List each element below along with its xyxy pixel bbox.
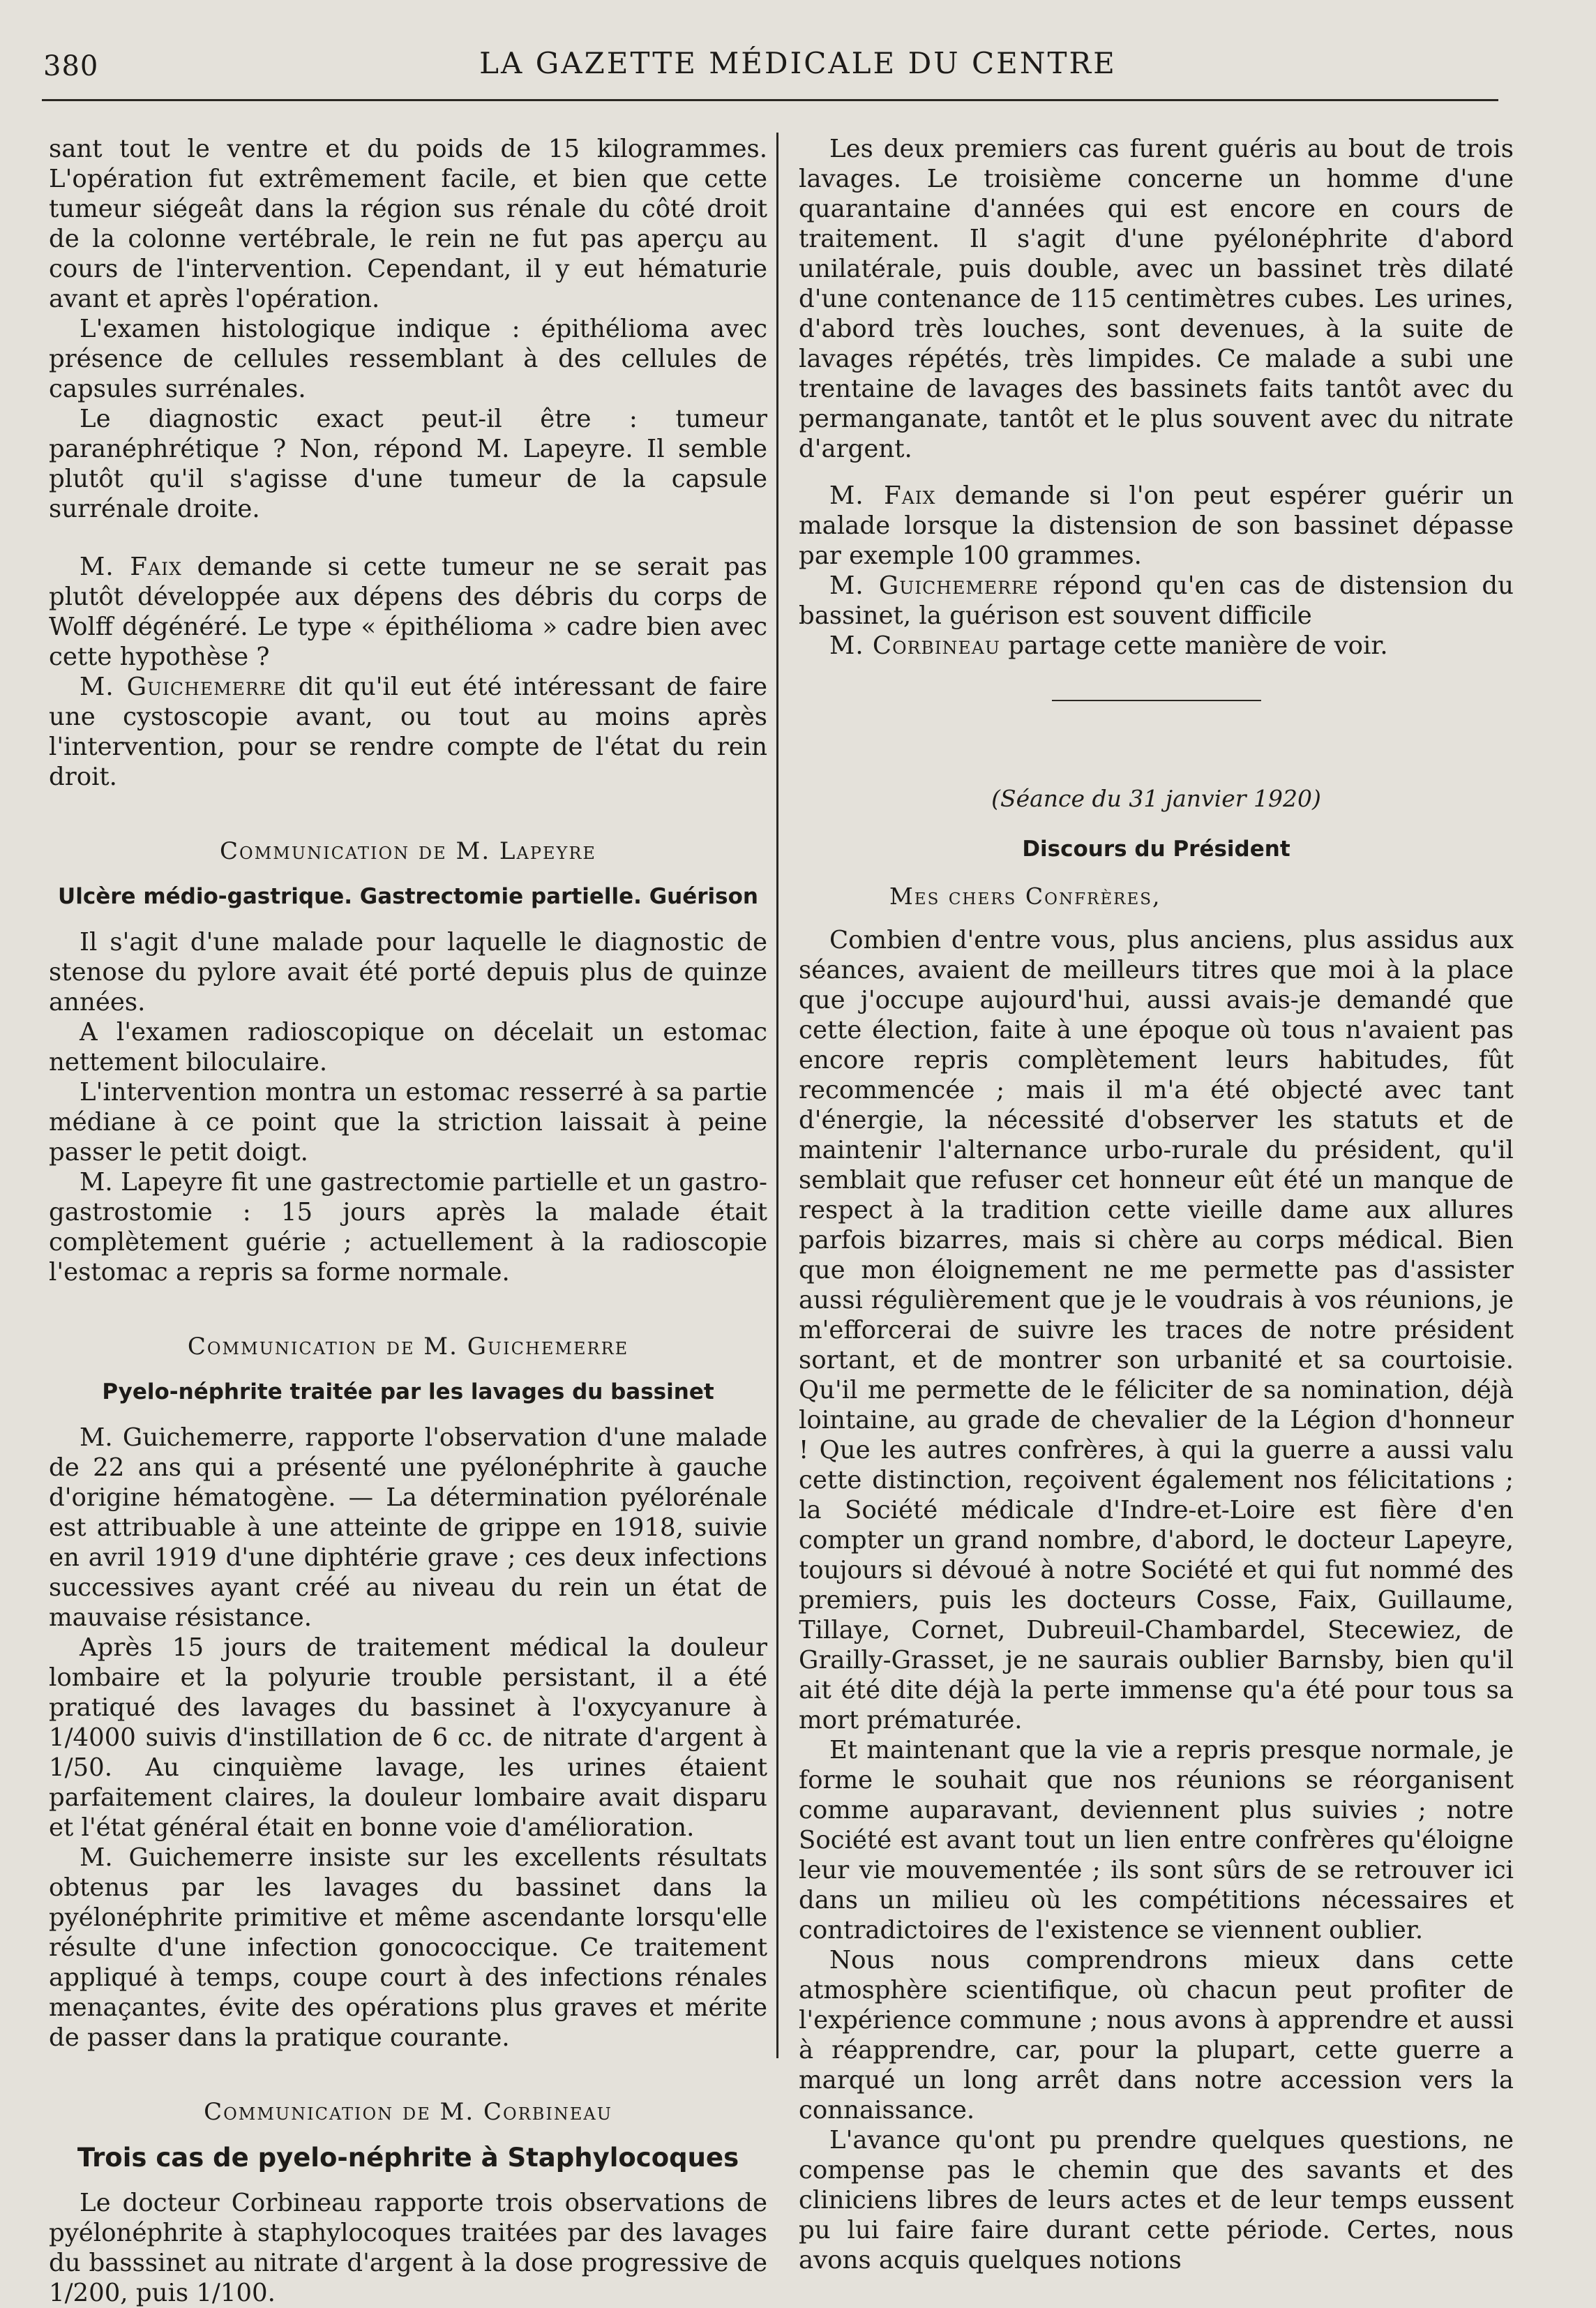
salutation: Mes chers Confrères, [889,883,1161,910]
header-rule [42,99,1498,101]
speaker-name: M. Corbineau [829,631,1000,660]
paragraph: Nous nous comprendrons mieux dans cette atmosphère scientifique, où chacun peut profiter de l'expérience commune ; nous avons à apprendre et aussi à réapprendre, car, pour la plupart, cette guerre a marqué un long arrêt dans notre accession vers la connaissance. [799,1946,1514,2125]
paragraph: L'examen histologique indique : épithélioma avec présence de cellules ressemblant à des cellules de capsules surrénales. [49,315,767,403]
paragraph: Le diagnostic exact peut-il être : tumeur paranéphrétique ? Non, répond M. Lapeyre. Il semble plutôt qu'il s'agisse d'une tumeur de la capsule surrénale droite. [49,405,767,523]
article-title: Pyelo-néphrite traitée par les lavages du bassinet [102,1379,714,1404]
paragraph: M. Guichemerre, rapporte l'observation d'une malade de 22 ans qui a présenté une pyélonéphrite à gauche d'origine hématogène. — La détermination pyélorénale est attribuable à une atteinte de grippe en 1918, suivie en avril 1919 d'une diphtérie grave ; ces deux infections successives ayant créé au niveau du rein un état de mauvaise résistance. [49,1423,767,1632]
speaker-name: M. Faix [829,481,936,510]
paragraph: Après 15 jours de traitement médical la douleur lombaire et la polyurie trouble persistant, il a été pratiqué des lavages du bassinet à l'oxycyanure à 1/4000 suivis d'instillation de 6 cc. de nitrate d'argent à 1/50. Au cinquième lavage, les urines étaient parfaitement claires, la douleur lombaire avait disparu et l'état général était en bonne voie d'amélioration. [49,1633,767,1842]
seance-date: (Séance du 31 janvier 1920) [991,785,1321,812]
paragraph [799,571,1514,631]
paragraph [799,631,1514,661]
paragraph: Combien d'entre vous, plus anciens, plus assidus aux séances, avaient de meilleurs titres que moi à la place que j'occupe aujourd'hui, aussi avais-je demandé que cette élection, faite à une époque où tous n'avaient pas encore repris complètement leurs habitudes, fût recommencée ; mais il m'a été objecté avec tant d'énergie, la nécessité d'observer les statuts et de maintenir l'alternance urbo-rurale du président, qu'il semblait que refuser cet honneur eût été un manque de respect à la tradition cette vieille dame aux allures parfois bizarres, mais si chère au corps médical. Bien que mon éloignement ne me permette pas d'assister aussi régulièrement que je le voudrais à vos réunions, je m'efforcerai de suivre les traces de notre président sortant, et de montrer son urbanité et sa courtoisie. Qu'il me permette de le féliciter de sa nomination, déjà lointaine, au grade de chevalier de la Légion d'honneur ! Que les autres confrères, à qui la guerre a aussi valu cette distinction, reçoivent également nos félicitations ; la Société médicale d'Indre-et-Loire est fière d'en compter un grand nombre, d'abord, le docteur Lapeyre, toujours si dévoué à notre Société et qui fut nommé des premiers, puis les docteurs Cosse, Faix, Guillaume, Tillaye, Cornet, Dubreuil-Chambardel, Stecewiez, de Grailly-Grasset, je ne saurais oublier Barnsby, bien qu'il ait été dite déjà la perte immense qu'a été pour tous sa mort prématurée. [799,926,1514,1734]
page-number: 380 [43,50,99,82]
paragraph: sant tout le ventre et du poids de 15 kilogrammes. L'opération fut extrêmement facile, et bien que cette tumeur siégeât dans la région sus rénale du côté droit de la colonne vertébrale, le rein ne fut pas aperçu au cours de l'intervention. Cependant, il y eut hématurie avant et après l'opération. [49,135,767,313]
paragraph: M. Lapeyre fit une gastrectomie partielle et un gastro-gastrostomie : 15 jours après la malade était complètement guérie ; actuellement à la radioscopie l'estomac a repris sa forme normale. [49,1168,767,1287]
article-title: Discours du Président [1022,837,1290,862]
paragraph: A l'examen radioscopique on décelait un estomac nettement biloculaire. [49,1018,767,1077]
section-heading: Communication de M. Guichemerre [187,1333,629,1361]
section-separator [1052,700,1261,701]
paragraph-text: répond qu'en cas de distension du bassinet, la guérison est souvent difficile [799,571,1514,630]
running-head: LA GAZETTE MÉDICALE DU CENTRE [479,46,1117,80]
paragraph: L'intervention montra un estomac resserré à sa partie médiane à ce point que la striction laissait à peine passer le petit doigt. [49,1078,767,1167]
paragraph-text: demande si cette tumeur ne se serait pas plutôt développée aux dépens des débris du corps de Wolff dégénéré. Le type « épithélioma » cadre bien avec cette hypothèse ? [49,553,767,671]
paragraph-text: dit qu'il eut été intéressant de faire une cystoscopie avant, ou tout au moins après l'intervention, pour se rendre compte de l'état du rein droit. [49,673,767,791]
speaker-name: M. Guichemerre [80,673,287,701]
paragraph: Le docteur Corbineau rapporte trois observations de pyélonéphrite à staphylocoques traitées par des lavages du basssinet au nitrate d'argent à la dose progressive de 1/200, puis 1/100. [49,2189,767,2307]
speaker-name: M. Faix [80,553,182,581]
paragraph: Et maintenant que la vie a repris presque normale, je forme le souhait que nos réunions se réorganisent comme auparavant, deviennent plus suivies ; notre Société est avant tout un lien entre confrères qu'éloigne leur vie mouvementée ; ils sont sûrs de se retrouver ici dans un milieu où les compétitions nécessaires et contradictoires de l'existence se viennent oublier. [799,1736,1514,1944]
article-title: Trois cas de pyelo-néphrite à Staphylocoques [77,2143,739,2173]
paragraph: Les deux premiers cas furent guéris au bout de trois lavages. Le troisième concerne un homme d'une quarantaine d'années qui est encore en cours de traitement. Il s'agit d'une pyélonéphrite d'abord unilatérale, puis double, avec un bassinet très dilaté d'une contenance de 115 centimètres cubes. Les urines, d'abord très louches, sont devenues, à la suite de lavages répétés, très limpides. Ce malade a subi une trentaine de lavages des bassinets faits tantôt avec du permanganate, tantôt et le plus souvent avec du nitrate d'argent. [799,135,1514,463]
paragraph [799,481,1514,571]
speaker-name: M. Guichemerre [829,571,1039,600]
paragraph [49,552,767,672]
paragraph: Il s'agit d'une malade pour laquelle le diagnostic de stenose du pylore avait été porté depuis plus de quinze années. [49,928,767,1017]
column-divider [776,133,778,2058]
paragraph: L'avance qu'ont pu prendre quelques questions, ne compense pas le chemin que des savants et des cliniciens libres de leurs actes et de leur temps eussent pu lui faire faire durant cette période. Certes, nous avons acquis quelques notions [799,2126,1514,2275]
left-column [49,134,767,2308]
paragraph: M. Guichemerre insiste sur les excellents résultats obtenus par les lavages du bassinet dans la pyélonéphrite primitive et même ascendante lorsqu'elle résulte d'une infection gonococcique. Ce traitement appliqué à temps, coupe court à des infections rénales menaçantes, évite des opérations plus graves et mérite de passer dans la pratique courante. [49,1843,767,2052]
section-heading: Communication de M. Corbineau [204,2098,612,2126]
article-title: Ulcère médio-gastrique. Gastrectomie partielle. Guérison [58,884,758,909]
section-heading: Communication de M. Lapeyre [220,837,596,865]
right-column [799,134,1514,2275]
paragraph-text: partage cette manière de voir. [1008,631,1388,660]
paragraph-text: demande si l'on peut espérer guérir un malade lorsque la distension de son bassinet dépasse par exemple 100 grammes. [799,481,1514,570]
paragraph [49,672,767,792]
